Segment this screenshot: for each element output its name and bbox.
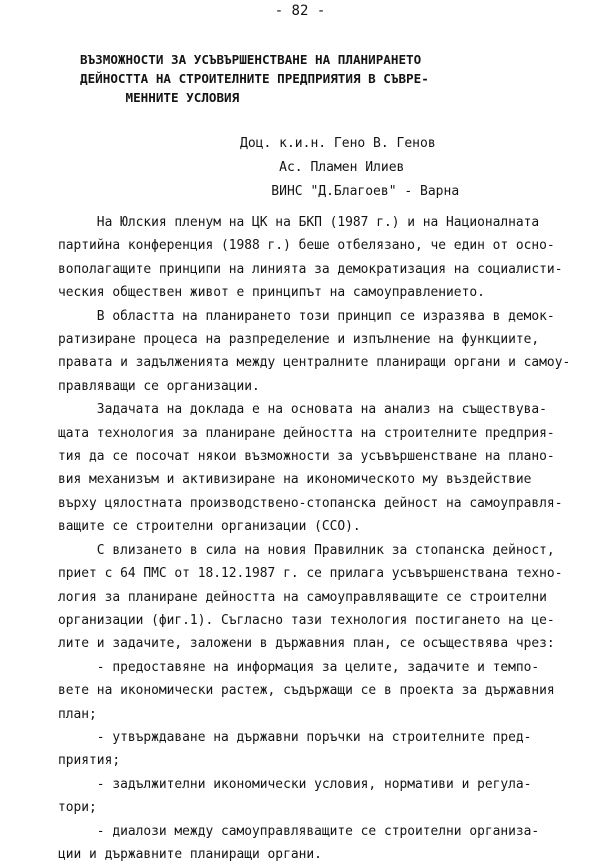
text-line: щата технология за планиране дейността на строителните предприя- [58, 425, 555, 441]
text-line: Задачата на доклада е на основата на анализ на съществува- [58, 402, 547, 418]
text-line: - утвърждаване на държавни поръчки на строителните пред- [58, 729, 532, 745]
affiliation-line: ВИНС "Д.Благоев" - Варна [240, 184, 460, 199]
text-line: - задължителни икономически условия, нормативи и регула- [58, 776, 532, 792]
text-line: - предоставяне на информация за целите, задачите и темпо- [58, 659, 540, 675]
text-line: вете на икономически растеж, съдържащи се в проекта за държавния [58, 683, 555, 699]
author-line: Ас. Пламен Илиев [240, 160, 405, 175]
text-line: логия за планиране дейността на самоуправляващите се строителни [58, 589, 547, 605]
text-line: ратизиране процеса на разпределение и изпълнение на функциите, [58, 332, 540, 348]
body-text [58, 211, 598, 866]
text-line: партийна конференция (1988 г.) беше отбелязано, че един от осно- [58, 238, 555, 254]
text-line: лите и задачите, заложени в държавния план, се осъществява чрез: [58, 636, 555, 652]
text-line: тори; [58, 800, 97, 816]
page-number: - 82 - [274, 3, 326, 19]
text-line: ции и държавните планиращи органи. [58, 846, 322, 862]
text-line: върху цялостната производствено-стопанска дейност на самоуправля- [58, 495, 563, 511]
text-line: В областта на планирането този принцип се изразява в демок- [58, 308, 555, 324]
text-line: - диалози между самоуправляващите се строителни организа- [58, 823, 540, 839]
title-line: МЕННИТЕ УСЛОВИЯ [80, 90, 240, 105]
article-title [80, 50, 550, 107]
text-line: приятия; [58, 753, 121, 769]
text-line: вополагащите принципи на линията за демократизация на социалисти- [58, 261, 563, 277]
text-line: тия да се посочат някои възможности за усъвършенстване на плано- [58, 449, 555, 465]
text-line: план; [58, 706, 97, 722]
author-block [240, 132, 459, 204]
text-line: правата и задълженията между централните планиращи органи и самоу- [58, 355, 571, 371]
title-line: ВЪЗМОЖНОСТИ ЗА УСЪВЪРШЕНСТВАНЕ НА ПЛАНИРАНЕТО [80, 52, 422, 67]
text-line: организации (фиг.1). Съгласно тази технология постигането на це- [58, 612, 555, 628]
text-line: ващите се строителни организации (ССО). [58, 519, 361, 535]
text-line: На Юлския пленум на ЦК на БКП (1987 г.) и на Националната [58, 215, 540, 230]
text-line: вия механизъм и активизиране на икономическото му въздействие [58, 472, 532, 488]
text-line: приет с 64 ПМС от 18.12.1987 г. се прилага усъвършенствана техно- [58, 566, 563, 582]
text-line: ческия обществен живот е принципът на самоуправлението. [58, 285, 485, 301]
title-line: ДЕЙНОСТТА НА СТРОИТЕЛНИТЕ ПРЕДПРИЯТИЯ В СЪВРЕ- [80, 71, 429, 86]
text-line: С влизането в сила на новия Правилник за стопанска дейност, [58, 542, 555, 558]
author-line: Доц. к.и.н. Гено В. Генов [240, 136, 436, 151]
text-line: правляващи се организации. [58, 378, 260, 394]
